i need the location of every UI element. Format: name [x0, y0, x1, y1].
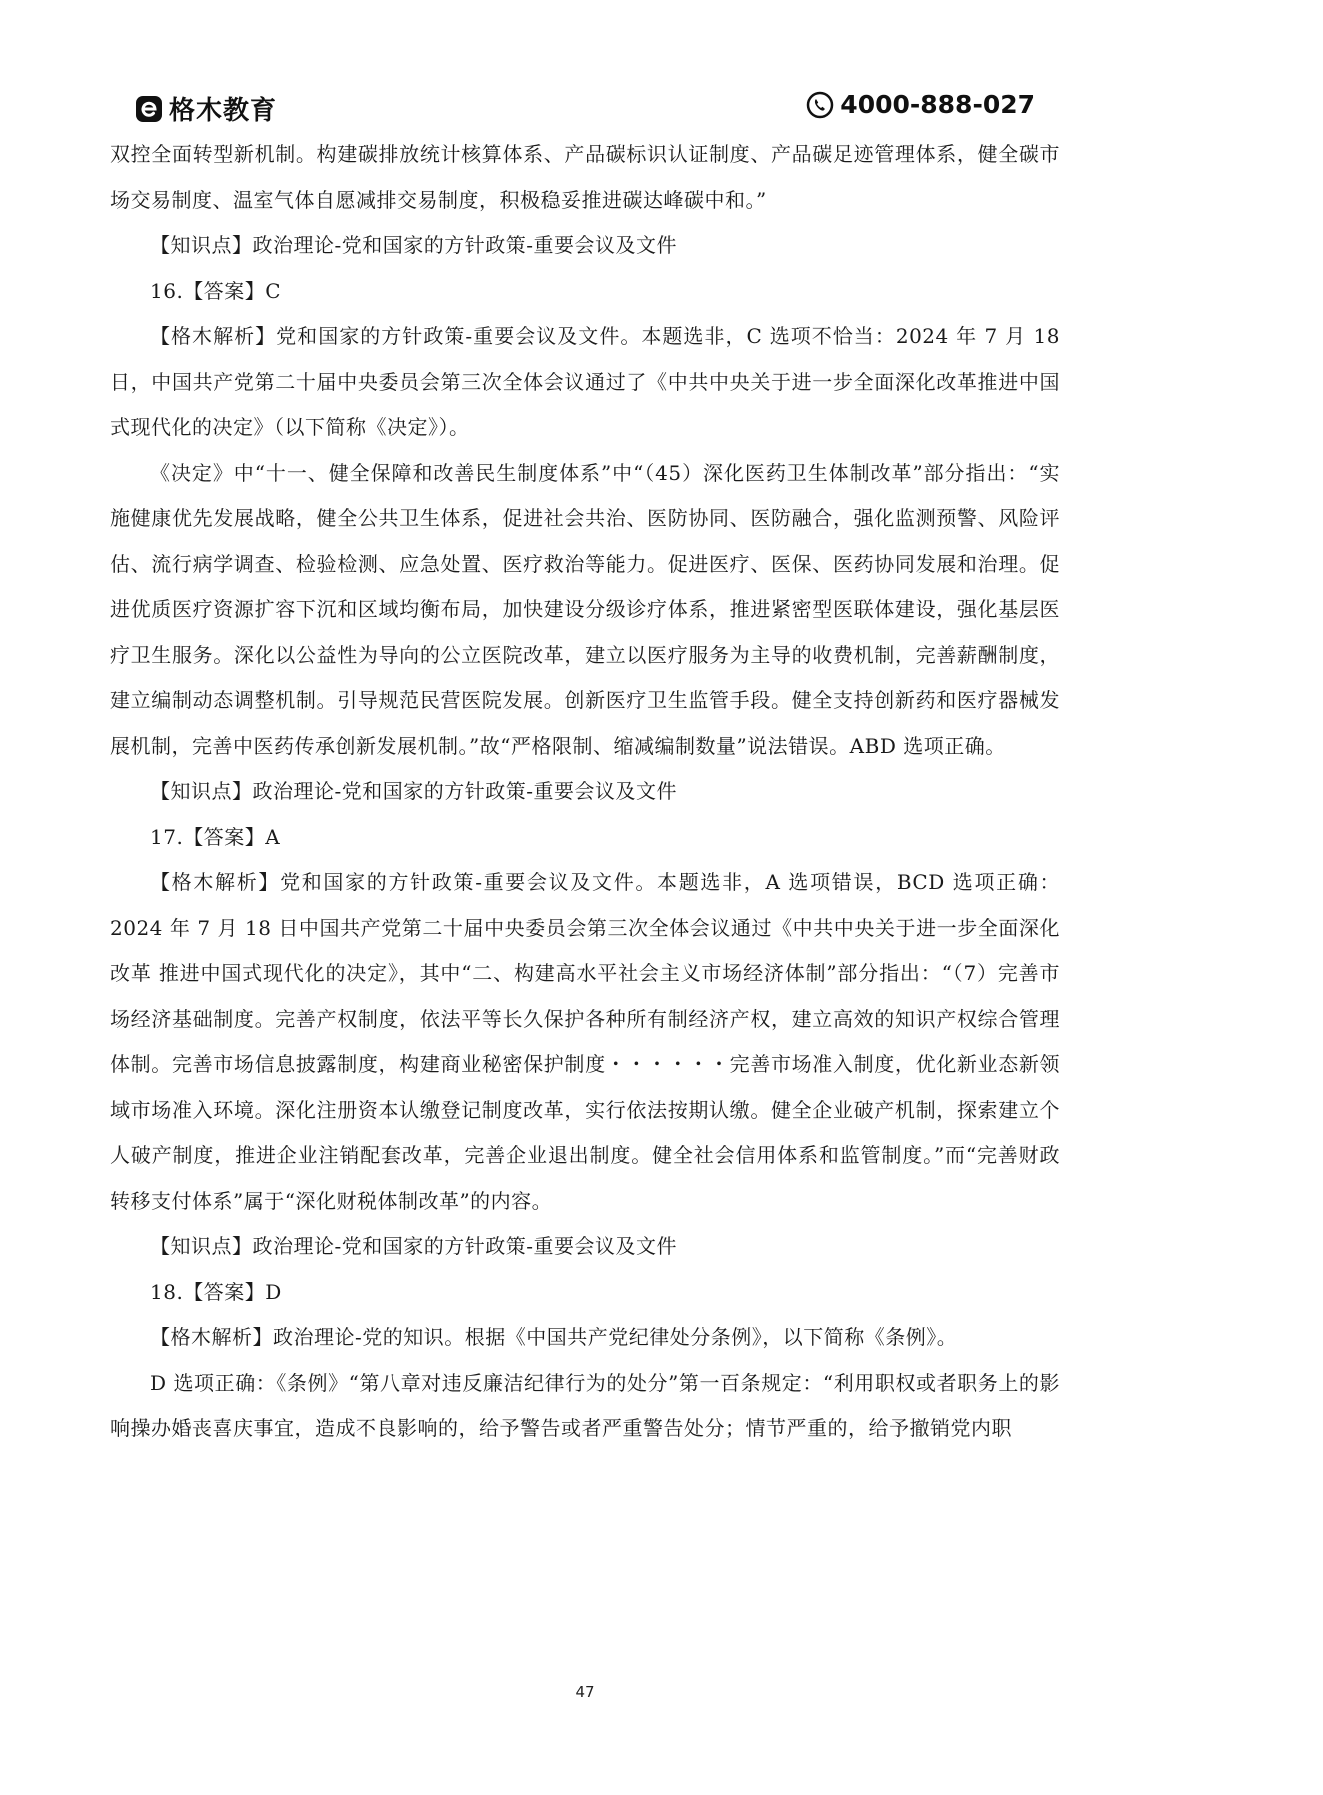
- knowledge-point: 【知识点】政治理论-党和国家的方针政策-重要会议及文件: [150, 779, 678, 803]
- hotline: [806, 90, 1035, 119]
- page-number: 47: [575, 1683, 595, 1701]
- paragraph: D 选项正确：《条例》“第八章对违反廉洁纪律行为的处分”第一百条规定：“利用职权或者职务上的影响操办婚丧喜庆事宜，造成不良影响的，给予警告或者严重警告处分；情节严重的，给予撤销党内职: [110, 1370, 1060, 1440]
- brand-name: 格木教育: [169, 96, 278, 126]
- brand-e-icon: [135, 95, 163, 123]
- answer-line: 17.【答案】A: [150, 824, 281, 849]
- phone-number: 4000-888-027: [840, 90, 1035, 119]
- knowledge-point: 【知识点】政治理论-党和国家的方针政策-重要会议及文件: [150, 233, 678, 257]
- paragraph: 双控全面转型新机制。构建碳排放统计核算体系、产品碳标识认证制度、产品碳足迹管理体系，健全碳市场交易制度、温室气体自愿减排交易制度，积极稳妥推进碳达峰碳中和。”: [110, 142, 1060, 212]
- answer-line: 18.【答案】D: [150, 1279, 282, 1304]
- page-header: [135, 86, 1035, 130]
- phone-icon: [806, 91, 834, 119]
- analysis-paragraph: 【格木解析】党和国家的方针政策-重要会议及文件。本题选非，C 选项不恰当：2024 年 7 月 18 日，中国共产党第二十届中央委员会第三次全体会议通过了《中共中央关于进一步全面深化改革推进中国式现代化的决定》（以下简称《决定》）。: [110, 324, 1060, 439]
- paragraph: 《决定》中“十一、健全保障和改善民生制度体系”中“（45）深化医药卫生体制改革”部分指出：“实施健康优先发展战略，健全公共卫生体系，促进社会共治、医防协同、医防融合，强化监测预警、风险评估、流行病学调查、检验检测、应急处置、医疗救治等能力。促进医疗、医保、医药协同发展和治理。促进优质医疗资源扩容下沉和区域均衡布局，加快建设分级诊疗体系，推进紧密型医联体建设，强化基层医疗卫生服务。深化以公益性为导向的公立医院改革，建立以医疗服务为主导的收费机制，完善薪酬制度，建立编制动态调整机制。引导规范民营医院发展。创新医疗卫生监管手段。健全支持创新药和医疗器械发展机制，完善中医药传承创新发展机制。”故“严格限制、缩减编制数量”说法错误。ABD 选项正确。: [110, 460, 1060, 758]
- answer-line: 16.【答案】C: [150, 278, 282, 303]
- document-body: [110, 132, 1060, 1452]
- knowledge-point: 【知识点】政治理论-党和国家的方针政策-重要会议及文件: [150, 1234, 678, 1258]
- analysis-paragraph: 【格木解析】党和国家的方针政策-重要会议及文件。本题选非，A 选项错误，BCD 选项正确：2024 年 7 月 18 日中国共产党第二十届中央委员会第三次全体会议通过《中共中央关于进一步全面深化改革 推进中国式现代化的决定》，其中“二、构建高水平社会主义市场经济体制”部分指出：“（7）完善市场经济基础制度。完善产权制度，依法平等长久保护各种所有制经济产权，建立高效的知识产权综合管理体制。完善市场信息披露制度，构建商业秘密保护制度・・・・・・完善市场准入制度，优化新业态新领域市场准入环境。深化注册资本认缴登记制度改革，实行依法按期认缴。健全企业破产机制，探索建立个人破产制度，推进企业注销配套改革，完善企业退出制度。健全社会信用体系和监管制度。”而“完善财政转移支付体系”属于“深化财税体制改革”的内容。: [110, 870, 1060, 1213]
- analysis-paragraph: 【格木解析】政治理论-党的知识。根据《中国共产党纪律处分条例》，以下简称《条例》。: [150, 1325, 958, 1349]
- brand: [135, 90, 277, 127]
